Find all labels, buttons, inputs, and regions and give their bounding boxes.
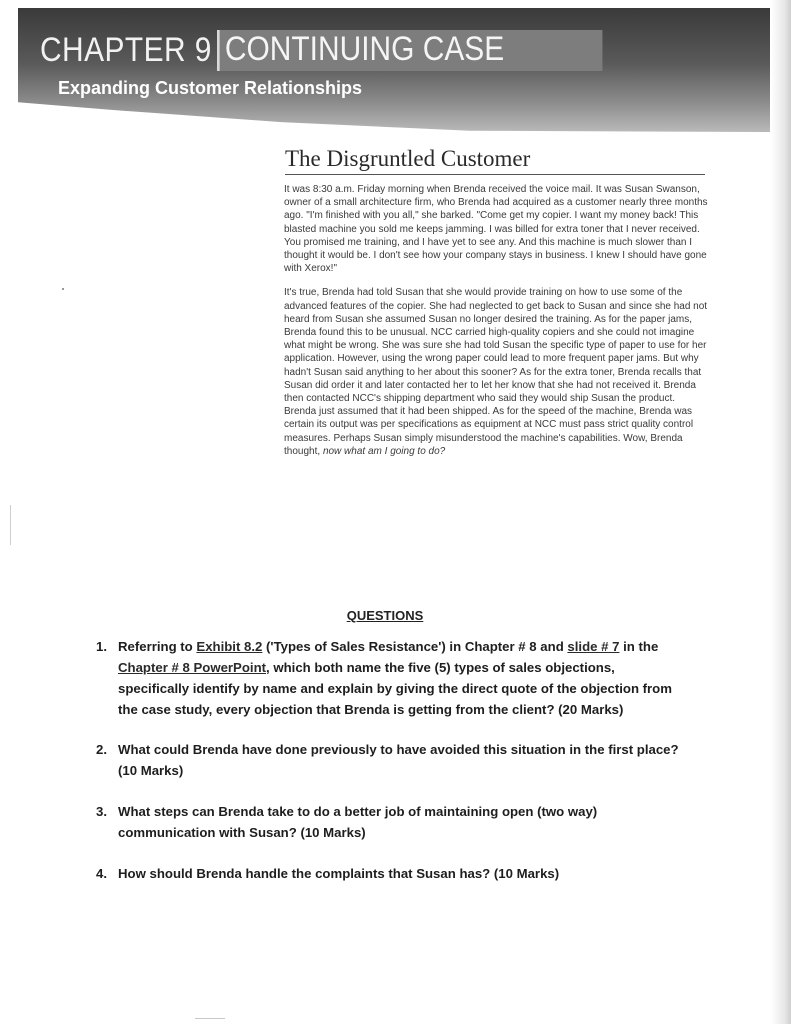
question-text: How should Brenda handle the complaints that Susan has? (10 Marks) [118, 866, 560, 881]
question-number: 1. [96, 639, 107, 654]
question-text: What could Brenda have done previously to have avoided this situation in the first place? (10 Marks) [118, 742, 679, 778]
powerpoint-link[interactable]: Chapter # 8 PowerPoint [118, 660, 267, 675]
exhibit-link[interactable]: Exhibit 8.2 [196, 639, 263, 654]
chapter-number: CHAPTER 9 [40, 31, 212, 69]
scan-streak [10, 505, 11, 545]
continuing-case-label: CONTINUING CASE [217, 30, 603, 71]
chapter-heading [40, 30, 656, 71]
question-4 [96, 863, 686, 884]
question-text: What steps can Brenda take to do a better job of maintaining open (two way) communication with Susan? (10 Marks) [118, 804, 598, 840]
questions-heading: QUESTIONS [346, 608, 424, 623]
question-number: 4. [96, 866, 107, 881]
question-3 [96, 801, 686, 843]
story-paragraph-2 [284, 286, 708, 458]
chapter-subtitle: Expanding Customer Relationships [58, 78, 363, 98]
scan-speck [62, 288, 64, 290]
question-text: Referring to Exhibit 8.2 ('Types of Sales Resistance') in Chapter # 8 and slide # 7 in the Chapter # 8 PowerPoint, which both name the five (5) types of sales objections, specifically identify by name and explain by giving the direct quote of the objection from the case study, every objection that Brenda is getting from the client? (20 Marks) [118, 639, 672, 717]
story-title: The Disgruntled Customer [285, 146, 705, 175]
story-paragraph-2-text: It's true, Brenda had told Susan that she would provide training on how to use some of the advanced features of the copier. She had neglected to get back to Susan and since she had not heard from Susan she assumed Susan no longer desired the training. As for the paper jams, Brenda found this to be unusual. NCC carried high-quality copiers and she could not imagine what might be wrong. She was sure she had told Susan the specific type of paper to use for her application. However, using the wrong paper could lead to more frequent paper jams. But why hadn't Susan said anything to her about this sooner? As for the extra toner, Brenda recalls that Susan did order it and later contacted her to let her know that she had not received it. Brenda then contacted NCC's shipping department who said they would ship Susan the product. Brenda just assumed that it had been shipped. As for the speed of the machine, Brenda was certain its output was per specifications as equipment at NCC must pass strict quality control measures. Perhaps Susan simply misunderstood the machine's capabilities. Wow, Brenda thought, [284, 287, 708, 457]
question-2 [96, 739, 686, 781]
question-number: 3. [96, 804, 107, 819]
question-number: 2. [96, 742, 107, 757]
scan-bottom-line [195, 1018, 225, 1019]
story-body [284, 183, 708, 469]
slide-link[interactable]: slide # 7 [567, 639, 620, 654]
story-paragraph-1: It was 8:30 a.m. Friday morning when Brenda received the voice mail. It was Susan Swanson, owner of a small architecture firm, who Brenda had acquired as a customer nearly three months ago. "I'm finished with you all," she barked. "Come get my copier. I want my money back! This blasted machine you sold me keeps jamming. I was billed for extra toner that I never received. You promised me training, and I have yet to see any. And this machine is much slower than I thought it would be. I don't see how your company stays in business. I knew I should have gone with Xerox!" [284, 184, 708, 275]
question-1 [96, 636, 686, 720]
story-closing-italic: now what am I going to do? [322, 445, 446, 457]
scan-page-edge [771, 0, 791, 1024]
